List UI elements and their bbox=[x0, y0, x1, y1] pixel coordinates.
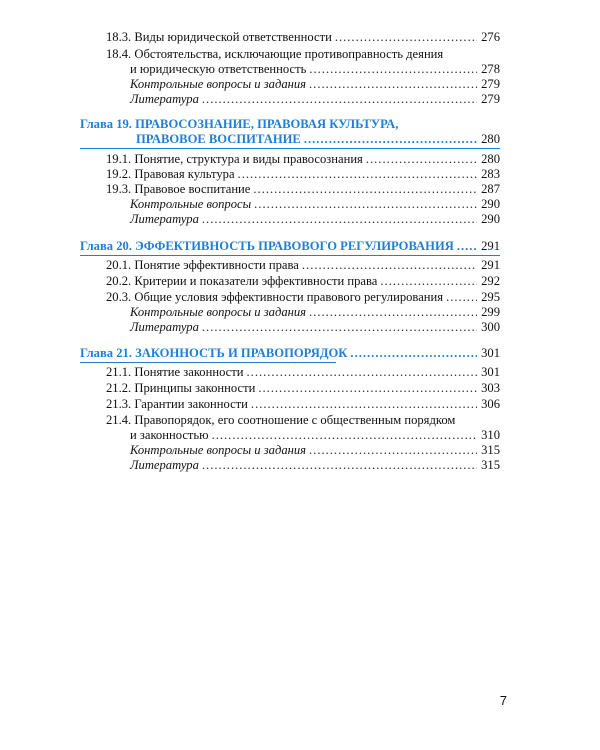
section-title: Принципы законности bbox=[134, 381, 256, 395]
toc-entry-18-4-line2 bbox=[0, 62, 500, 77]
page-ref: 300 bbox=[481, 320, 500, 334]
toc-entry-19-1 bbox=[0, 152, 500, 167]
page-ref: 310 bbox=[481, 428, 500, 442]
section-number: 21.2. bbox=[106, 381, 132, 395]
page-ref: 315 bbox=[481, 458, 500, 472]
leader-dots bbox=[446, 290, 477, 305]
page-ref: 279 bbox=[481, 77, 500, 91]
section-number: 20.3. bbox=[106, 290, 132, 304]
chapter-title-cont: ПРАВОВОЕ ВОСПИТАНИЕ bbox=[136, 132, 301, 146]
leader-dots bbox=[202, 320, 477, 335]
section-title: Правопорядок, его соотношение с общественным порядком bbox=[134, 413, 456, 427]
section-number: 19.2. bbox=[106, 167, 132, 181]
leader-dots bbox=[258, 381, 477, 396]
leader-dots bbox=[202, 212, 477, 227]
section-number: 18.4. bbox=[106, 47, 132, 61]
literature-label: Литература bbox=[130, 320, 199, 334]
section-title: Правовая культура bbox=[134, 167, 235, 181]
page-number: 7 bbox=[499, 693, 507, 708]
section-title: Гарантии законности bbox=[134, 397, 248, 411]
section-title: Обстоятельства, исключающие противоправность деяния bbox=[134, 47, 444, 61]
page-ref: 315 bbox=[481, 443, 500, 457]
leader-dots bbox=[202, 458, 477, 473]
section-title: Критерии и показатели эффективности права bbox=[134, 274, 378, 288]
chapter-title: Глава 19. ПРАВОСОЗНАНИЕ, ПРАВОВАЯ КУЛЬТУРА, bbox=[80, 117, 399, 131]
page-ref: 291 bbox=[481, 239, 500, 253]
page-ref: 279 bbox=[481, 92, 500, 106]
page-ref: 292 bbox=[481, 274, 500, 288]
page-ref: 301 bbox=[481, 346, 500, 360]
section-number: 21.3. bbox=[106, 397, 132, 411]
leader-dots bbox=[253, 182, 477, 197]
leader-dots bbox=[350, 346, 477, 361]
toc-entry-questions-21 bbox=[0, 443, 500, 458]
leader-dots bbox=[238, 167, 477, 182]
leader-dots bbox=[309, 305, 477, 320]
page-ref: 301 bbox=[481, 365, 500, 379]
page-ref: 290 bbox=[481, 197, 500, 211]
questions-label: Контрольные вопросы и задания bbox=[130, 77, 307, 91]
page-ref: 295 bbox=[481, 290, 500, 304]
page-ref: 299 bbox=[481, 305, 500, 319]
toc-entry-literature-21 bbox=[0, 458, 500, 473]
toc-entry-21-1 bbox=[0, 365, 500, 380]
section-number: 21.1. bbox=[106, 365, 132, 379]
chapter-21-heading bbox=[0, 346, 500, 361]
section-number: 19.3. bbox=[106, 182, 132, 196]
toc-entry-18-3 bbox=[0, 30, 500, 45]
literature-label: Литература bbox=[130, 92, 199, 106]
toc-entry-literature-20 bbox=[0, 320, 500, 335]
leader-dots bbox=[304, 132, 477, 147]
page-ref: 283 bbox=[481, 167, 500, 181]
toc-entry-21-4-line1 bbox=[0, 413, 500, 428]
toc-entry-literature-18 bbox=[0, 92, 500, 107]
section-title: Понятие, структура и виды правосознания bbox=[134, 152, 363, 166]
section-title: Правовое воспитание bbox=[134, 182, 251, 196]
section-title: Понятие эффективности права bbox=[134, 258, 299, 272]
section-title-cont: и юридическую ответственность bbox=[130, 62, 307, 76]
toc-entry-label bbox=[106, 30, 332, 45]
section-title: Понятие законности bbox=[134, 365, 244, 379]
chapter-title: Глава 20. ЭФФЕКТИВНОСТЬ ПРАВОВОГО РЕГУЛИРОВАНИЯ bbox=[80, 239, 454, 253]
literature-label: Литература bbox=[130, 212, 199, 226]
literature-label: Литература bbox=[130, 458, 199, 472]
toc-entry-21-2 bbox=[0, 381, 500, 396]
toc-entry-20-1 bbox=[0, 258, 500, 273]
leader-dots bbox=[335, 30, 477, 45]
questions-label: Контрольные вопросы bbox=[130, 197, 252, 211]
page-ref: 278 bbox=[481, 62, 500, 76]
page-ref: 291 bbox=[481, 258, 500, 272]
page-ref: 280 bbox=[481, 132, 500, 146]
leader-dots bbox=[212, 428, 477, 443]
toc-entry-20-2 bbox=[0, 274, 500, 289]
toc-entry-18-4-line1 bbox=[0, 47, 500, 62]
toc-entry-21-3 bbox=[0, 397, 500, 412]
toc-entry-literature-19 bbox=[0, 212, 500, 227]
page-ref: 287 bbox=[481, 182, 500, 196]
leader-dots bbox=[309, 443, 477, 458]
page-ref: 280 bbox=[481, 152, 500, 166]
leader-dots bbox=[366, 152, 477, 167]
leader-dots bbox=[302, 258, 477, 273]
leader-dots bbox=[251, 397, 477, 412]
leader-dots bbox=[254, 197, 477, 212]
section-number: 20.2. bbox=[106, 274, 132, 288]
section-title: Виды юридической ответственности bbox=[134, 30, 332, 44]
questions-label: Контрольные вопросы и задания bbox=[130, 443, 307, 457]
leader-dots bbox=[202, 92, 477, 107]
section-title-cont: и законностью bbox=[130, 428, 209, 442]
toc-entry-21-4-line2 bbox=[0, 428, 500, 443]
toc-entry-questions-19 bbox=[0, 197, 500, 212]
section-title: Общие условия эффективности правового регулирования bbox=[134, 290, 444, 304]
leader-dots bbox=[380, 274, 477, 289]
toc-entry-19-2 bbox=[0, 167, 500, 182]
chapter-underline bbox=[80, 255, 500, 256]
page-ref: 306 bbox=[481, 397, 500, 411]
chapter-underline bbox=[80, 362, 336, 363]
page-ref: 290 bbox=[481, 212, 500, 226]
chapter-underline bbox=[80, 148, 500, 149]
questions-label: Контрольные вопросы и задания bbox=[130, 305, 307, 319]
chapter-title: Глава 21. ЗАКОННОСТЬ И ПРАВОПОРЯДОК bbox=[80, 346, 348, 360]
section-number: 21.4. bbox=[106, 413, 132, 427]
page-ref: 276 bbox=[481, 30, 500, 44]
toc-entry-20-3 bbox=[0, 290, 500, 305]
section-number: 18.3. bbox=[106, 30, 132, 44]
chapter-19-heading-line2 bbox=[0, 132, 500, 147]
toc-entry-questions-18 bbox=[0, 77, 500, 92]
toc-entry-questions-20 bbox=[0, 305, 500, 320]
chapter-19-heading-line1 bbox=[0, 117, 500, 132]
leader-dots bbox=[309, 77, 477, 92]
chapter-20-heading bbox=[0, 239, 500, 254]
page-ref: 303 bbox=[481, 381, 500, 395]
leader-dots bbox=[309, 62, 477, 77]
toc-entry-19-3 bbox=[0, 182, 500, 197]
leader-dots bbox=[247, 365, 477, 380]
section-number: 20.1. bbox=[106, 258, 132, 272]
leader-dots bbox=[457, 239, 477, 254]
section-number: 19.1. bbox=[106, 152, 132, 166]
